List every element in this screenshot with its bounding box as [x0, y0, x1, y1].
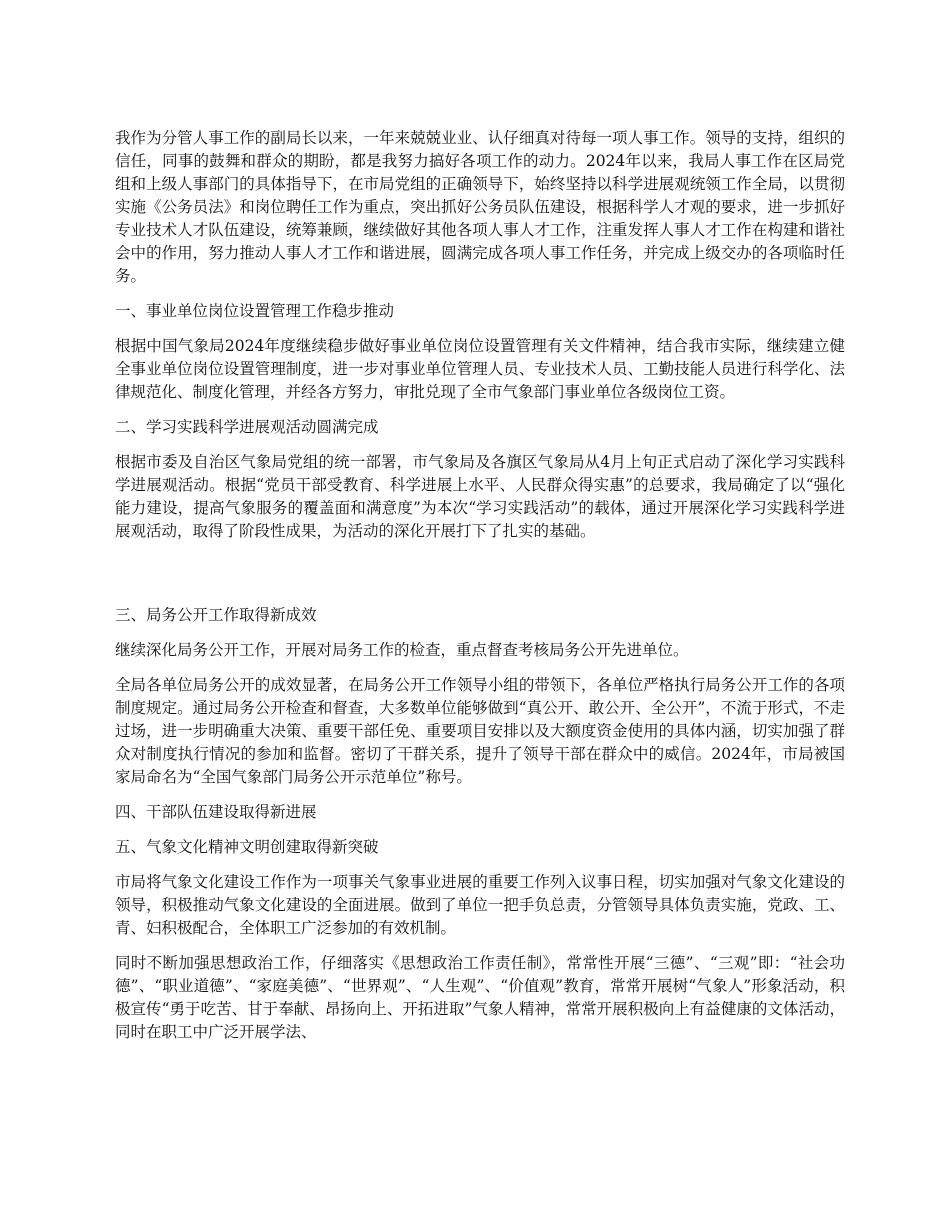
section-heading: 一、事业单位岗位设置管理工作稳步推动 [115, 302, 395, 320]
section-heading: 四、干部队伍建设取得新进展 [115, 803, 317, 821]
body-paragraph: 市局将气象文化建设工作作为一项事关气象事业进展的重要工作列入议事日程，切实加强对气象文化建设的领导，积极推动气象文化建设的全面进展。做到了单位一把手负总责，分管领导具体负责实施，党政、工、青、妇积极配合，全体职工广泛参加的有效机制。 [115, 873, 845, 937]
paragraph-spacer [115, 559, 845, 589]
document-page [115, 127, 845, 1056]
body-paragraph: 全局各单位局务公开的成效显著，在局务公开工作领导小组的带领下，各单位严格执行局务公开工作的各项制度规定。通过局务公开检查和督查，大多数单位能够做到“真公开、敢公开、全公开”，不流于形式，不走过场，进一步明确重大决策、重要干部任免、重要项目安排以及大额度资金使用的具体内涵，切实加强了群众对制度执行情况的参加和监督。密切了干群关系，提升了领导干部在群众中的威信。2024年，市局被国家局命名为“全国气象部门局务公开示范单位”称号。 [115, 676, 845, 786]
body-paragraph: 根据市委及自治区气象局党组的统一部署，市气象局及各旗区气象局从4月上旬正式启动了深化学习实践科学进展观活动。根据“党员干部受教育、科学进展上水平、人民群众得实惠”的总要求，我局确定了以“强化能力建设，提高气象服务的覆盖面和满意度”为本次“学习实践活动”的载体，通过开展深化学习实践科学进展观活动，取得了阶段性成果，为活动的深化开展打下了扎实的基础。 [115, 453, 845, 540]
body-paragraph: 同时不断加强思想政治工作，仔细落实《思想政治工作责任制》，常常性开展“三德”、“三观”即：“社会功德”、“职业道德”、“家庭美德”、“世界观”、“人生观”、“价值观”教育，常常开展树“气象人”形象活动，积极宣传“勇于吃苦、甘于奉献、昂扬向上、开拓进取”气象人精神，常常开展积极向上有益健康的文体活动，同时在职工中广泛开展学法、 [115, 954, 845, 1041]
section-heading: 二、学习实践科学进展观活动圆满完成 [115, 418, 379, 436]
body-paragraph: 继续深化局务公开工作，开展对局务工作的检查，重点督查考核局务公开先进单位。 [115, 641, 689, 659]
section-heading: 五、气象文化精神文明创建取得新突破 [115, 838, 379, 856]
section-heading: 三、局务公开工作取得新成效 [115, 606, 317, 624]
body-paragraph: 根据中国气象局2024年度继续稳步做好事业单位岗位设置管理有关文件精神，结合我市实际，继续建立健全事业单位岗位设置管理制度，进一步对事业单位管理人员、专业技术人员、工勤技能人员进行科学化、法律规范化、制度化管理，并经各方努力，审批兑现了全市气象部门事业单位各级岗位工资。 [115, 337, 845, 401]
body-paragraph: 我作为分管人事工作的副局长以来，一年来兢兢业业、认仔细真对待每一项人事工作。领导的支持，组织的信任，同事的鼓舞和群众的期盼，都是我努力搞好各项工作的动力。2024年以来，我局人事工作在区局党组和上级人事部门的具体指导下，在市局党组的正确领导下，始终坚持以科学进展观统领工作全局，以贯彻实施《公务员法》和岗位聘任工作为重点，突出抓好公务员队伍建设，根据科学人才观的要求，进一步抓好专业技术人才队伍建设，统筹兼顾，继续做好其他各项人事人才工作，注重发挥人事人才工作在构建和谐社会中的作用，努力推动人事人才工作和谐进展，圆满完成各项人事工作任务，并完成上级交办的各项临时任务。 [115, 129, 845, 285]
